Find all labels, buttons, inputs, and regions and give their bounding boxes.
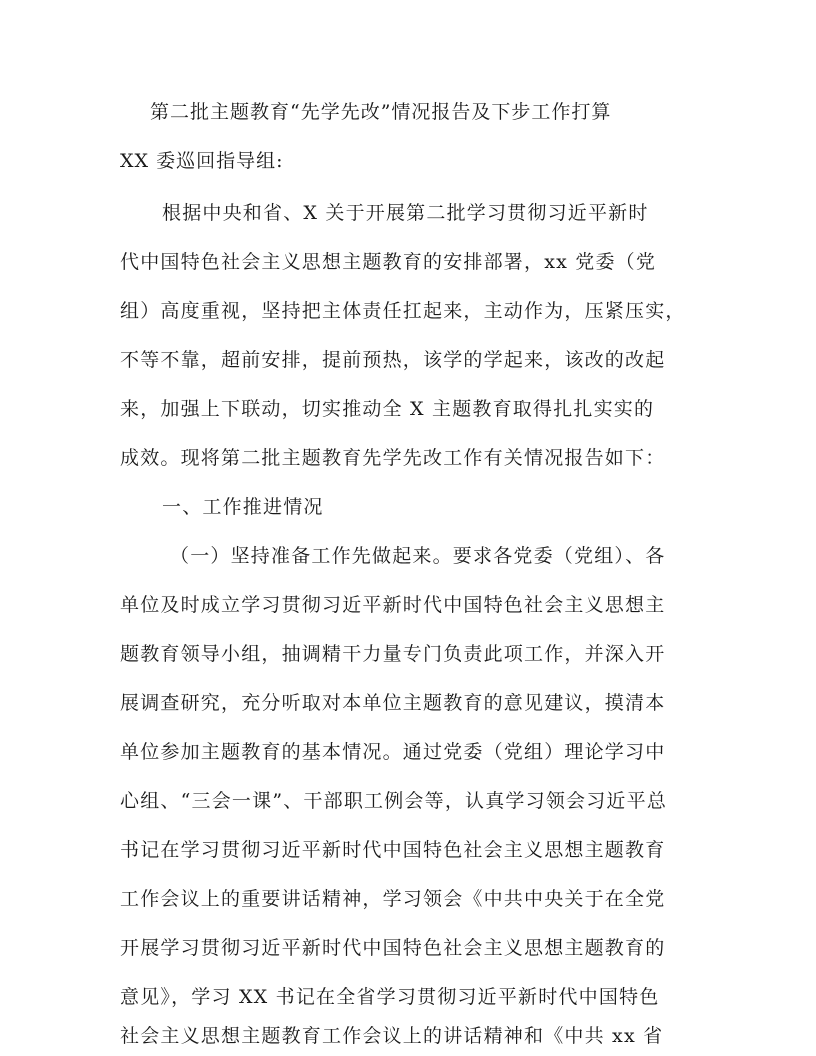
paragraph-line: 单位及时成立学习贯彻习近平新时代中国特色社会主义思想主 <box>120 594 666 616</box>
paragraph-line: 来，加强上下联动，切实推动全 X 主题教育取得扎扎实实的 <box>120 398 655 420</box>
paragraph-line: 书记在学习贯彻习近平新时代中国特色社会主义思想主题教育 <box>120 839 666 861</box>
section-heading: 一、工作推进情况 <box>162 496 324 518</box>
paragraph-line: 不等不靠，超前安排，提前预热，该学的学起来，该改的改起 <box>120 349 666 371</box>
document-title: 第二批主题教育“先学先改”情况报告及下步工作打算 <box>150 101 612 123</box>
paragraph-line: 单位参加主题教育的基本情况。通过党委（党组）理论学习中 <box>120 741 666 763</box>
salutation: XX 委巡回指导组: <box>120 150 284 172</box>
paragraph-line: 代中国特色社会主义思想主题教育的安排部署，xx 党委（党 <box>120 251 657 273</box>
paragraph-line: 题教育领导小组，抽调精干力量专门负责此项工作，并深入开 <box>120 643 666 665</box>
paragraph-line: 展调查研究，充分听取对本单位主题教育的意见建议，摸清本 <box>120 692 666 714</box>
subsection-line: （一）坚持准备工作先做起来。要求各党委（党组）、各 <box>170 545 666 567</box>
paragraph-line: 意见》，学习 XX 书记在全省学习贯彻习近平新时代中国特色 <box>120 986 660 1008</box>
paragraph-line: 开展学习贯彻习近平新时代中国特色社会主义思想主题教育的 <box>120 937 666 959</box>
paragraph-line: 工作会议上的重要讲话精神，学习领会《中共中央关于在全党 <box>120 888 666 910</box>
paragraph-line: 社会主义思想主题教育工作会议上的讲话精神和《中共 xx 省 <box>120 1025 664 1047</box>
paragraph-line: 成效。现将第二批主题教育先学先改工作有关情况报告如下： <box>120 447 666 469</box>
paragraph-line: 根据中央和省、X 关于开展第二批学习贯彻习近平新时 <box>162 202 649 224</box>
paragraph-line: 组）高度重视，坚持把主体责任扛起来，主动作为，压紧压实， <box>120 300 686 322</box>
paragraph-line: 心组、“三会一课”、干部职工例会等，认真学习领会习近平总 <box>120 790 668 812</box>
